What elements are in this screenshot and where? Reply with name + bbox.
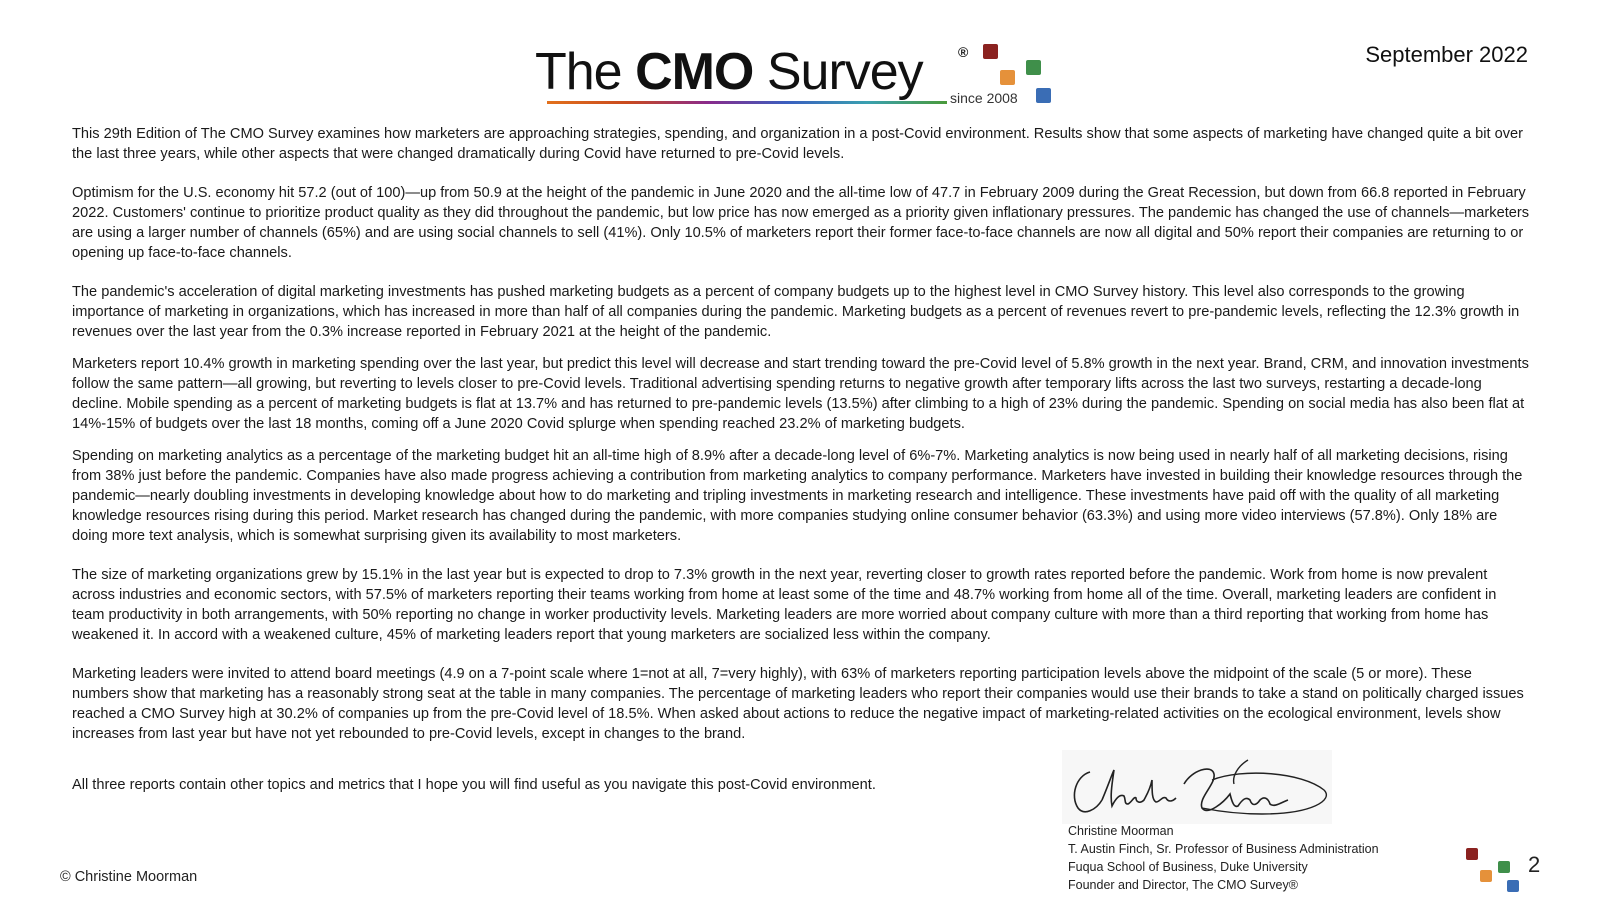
footer-square-green xyxy=(1498,861,1510,873)
signature-block xyxy=(1068,822,1379,894)
logo-underline xyxy=(547,101,947,104)
logo-wordmark: The CMO Survey xyxy=(535,43,923,101)
footer-square-red xyxy=(1466,848,1478,860)
footer-square-blue xyxy=(1507,880,1519,892)
copyright-notice: © Christine Moorman xyxy=(60,869,198,885)
logo-square-red xyxy=(983,44,998,59)
signer-school: Fuqua School of Business, Duke University xyxy=(1068,860,1308,874)
paragraph-economy: Optimism for the U.S. economy hit 57.2 (out of 100)—up from 50.9 at the height of the pandemic in June 2020 and the all-time low of 47.7 in February 2009 during the Great Recession, but down from 66.8 reported in February 2022. Customers' continue to prioritize product quality as they did throughout the pandemic, but low price has now emerged as a priority given inflationary pressures. The pandemic has changed the use of channels—marketers are using a larger number of channels (65%) and are using social channels to sell (41%). Only 10.5% of marketers report their former face-to-face channels are now all digital and 50% report their companies are returning to or opening up face-to-face channels. xyxy=(72,185,1530,261)
paragraph-board: Marketing leaders were invited to attend board meetings (4.9 on a 7-point scale where 1=not at all, 7=very highly), with 63% of marketers reporting participation levels above the midpoint of the scale (5 or more). These numbers show that marketing has a reasonably strong seat at the table in many companies. The percentage of marketing leaders who report their companies would use their brands to take a stand on politically charged issues reached a CMO Survey high at 30.2% of companies up from the pre-Covid level of 18.5%. When asked about actions to reduce the negative impact of marketing-related activities on the ecological environment, levels show increases from last year but have not yet rebounded to pre-Covid levels, except in changes to the brand. xyxy=(72,666,1524,742)
signer-role: Founder and Director, The CMO Survey® xyxy=(1068,878,1298,892)
paragraph-spending: Marketers report 10.4% growth in marketing spending over the last year, but predict this level will decrease and start trending toward the pre-Covid level of 5.8% growth in the next year. Brand, CRM, and innovation investments follow the same pattern—all growing, but reverting to levels closer to pre-Covid levels. Traditional advertising spending returns to negative growth after temporary lifts across the last two surveys, restarting a decade-long decline. Mobile spending as a percent of marketing budgets is flat at 13.7% and has returned to pre-pandemic levels (13.5%) after climbing to a high of 23% during the pandemic. Spending on social media has also been flat at 14%-15% of budgets over the last 18 months, coming off a June 2020 Covid splurge when spending reached 23.2% of marketing budgets. xyxy=(72,356,1529,432)
handwritten-signature xyxy=(1062,750,1332,824)
paragraph-intro: This 29th Edition of The CMO Survey examines how marketers are approaching strategies, spending, and organization in a post-Covid environment. Results show that some aspects of marketing have changed quite a bit over the last three years, while other aspects that were changed dramatically during Covid have returned to pre-Covid levels. xyxy=(72,126,1523,162)
logo-square-green xyxy=(1026,60,1041,75)
registered-mark: ® xyxy=(958,44,969,60)
report-date: September 2022 xyxy=(1365,42,1528,67)
signer-name: Christine Moorman xyxy=(1068,824,1174,838)
signer-title: T. Austin Finch, Sr. Professor of Business Administration xyxy=(1068,842,1379,856)
paragraph-budgets: The pandemic's acceleration of digital marketing investments has pushed marketing budgets as a percent of company budgets up to the highest level in CMO Survey history. This level also corresponds to the growing importance of marketing in organizations, which has increased in more than half of all companies during the pandemic. Marketing budgets as a percent of revenues revert to pre-pandemic levels, reflecting the 12.3% growth in revenues over the last year from the 0.3% increase reported in February 2021 at the height of the pandemic. xyxy=(72,284,1520,340)
logo-square-orange xyxy=(1000,70,1015,85)
page-number: 2 xyxy=(1528,852,1541,877)
footer-square-orange xyxy=(1480,870,1492,882)
cmo-survey-logo xyxy=(535,38,1065,110)
logo-square-blue xyxy=(1036,88,1051,103)
logo-since: since 2008 xyxy=(950,90,1018,106)
paragraph-organization: The size of marketing organizations grew by 15.1% in the last year but is expected to drop to 7.3% growth in the next year, reverting closer to growth rates reported before the pandemic. Work from home is now prevalent across industries and economic sectors, with 57.5% of marketers reporting their teams working from home at least some of the time and 48.7% working from home all of the time. Overall, marketing leaders are confident in team productivity in both arrangements, with 50% reporting no change in worker productivity levels. Marketing leaders are more worried about company culture with more than a third reporting that working from home has weakened it. In accord with a weakened culture, 45% of marketing leaders report that young marketers are socialized less within the company. xyxy=(72,567,1497,643)
paragraph-analytics: Spending on marketing analytics as a percentage of the marketing budget hit an all-time high of 8.9% after a decade-long level of 6%-7%. Marketing analytics is now being used in nearly half of all marketing decisions, rising from 38% just before the pandemic. Companies have also made progress achieving a contribution from marketing analytics to company performance. Marketers have invested in building their knowledge resources through the pandemic—nearly doubling investments in developing knowledge about how to do marketing and tripling investments in marketing research and intelligence. These investments have paid off with the quality of all marketing knowledge resources rising during this period. Market research has changed during the pandemic, with more companies studying online consumer behavior (63.3%) and using more video interviews (57.8%). Only 18% are doing more text analysis, which is somewhat surprising given its availability to most marketers. xyxy=(72,448,1523,544)
summary-body xyxy=(72,124,1532,763)
closing-sentence: All three reports contain other topics and metrics that I hope you will find useful as you navigate this post-Covid environment. xyxy=(72,777,876,793)
